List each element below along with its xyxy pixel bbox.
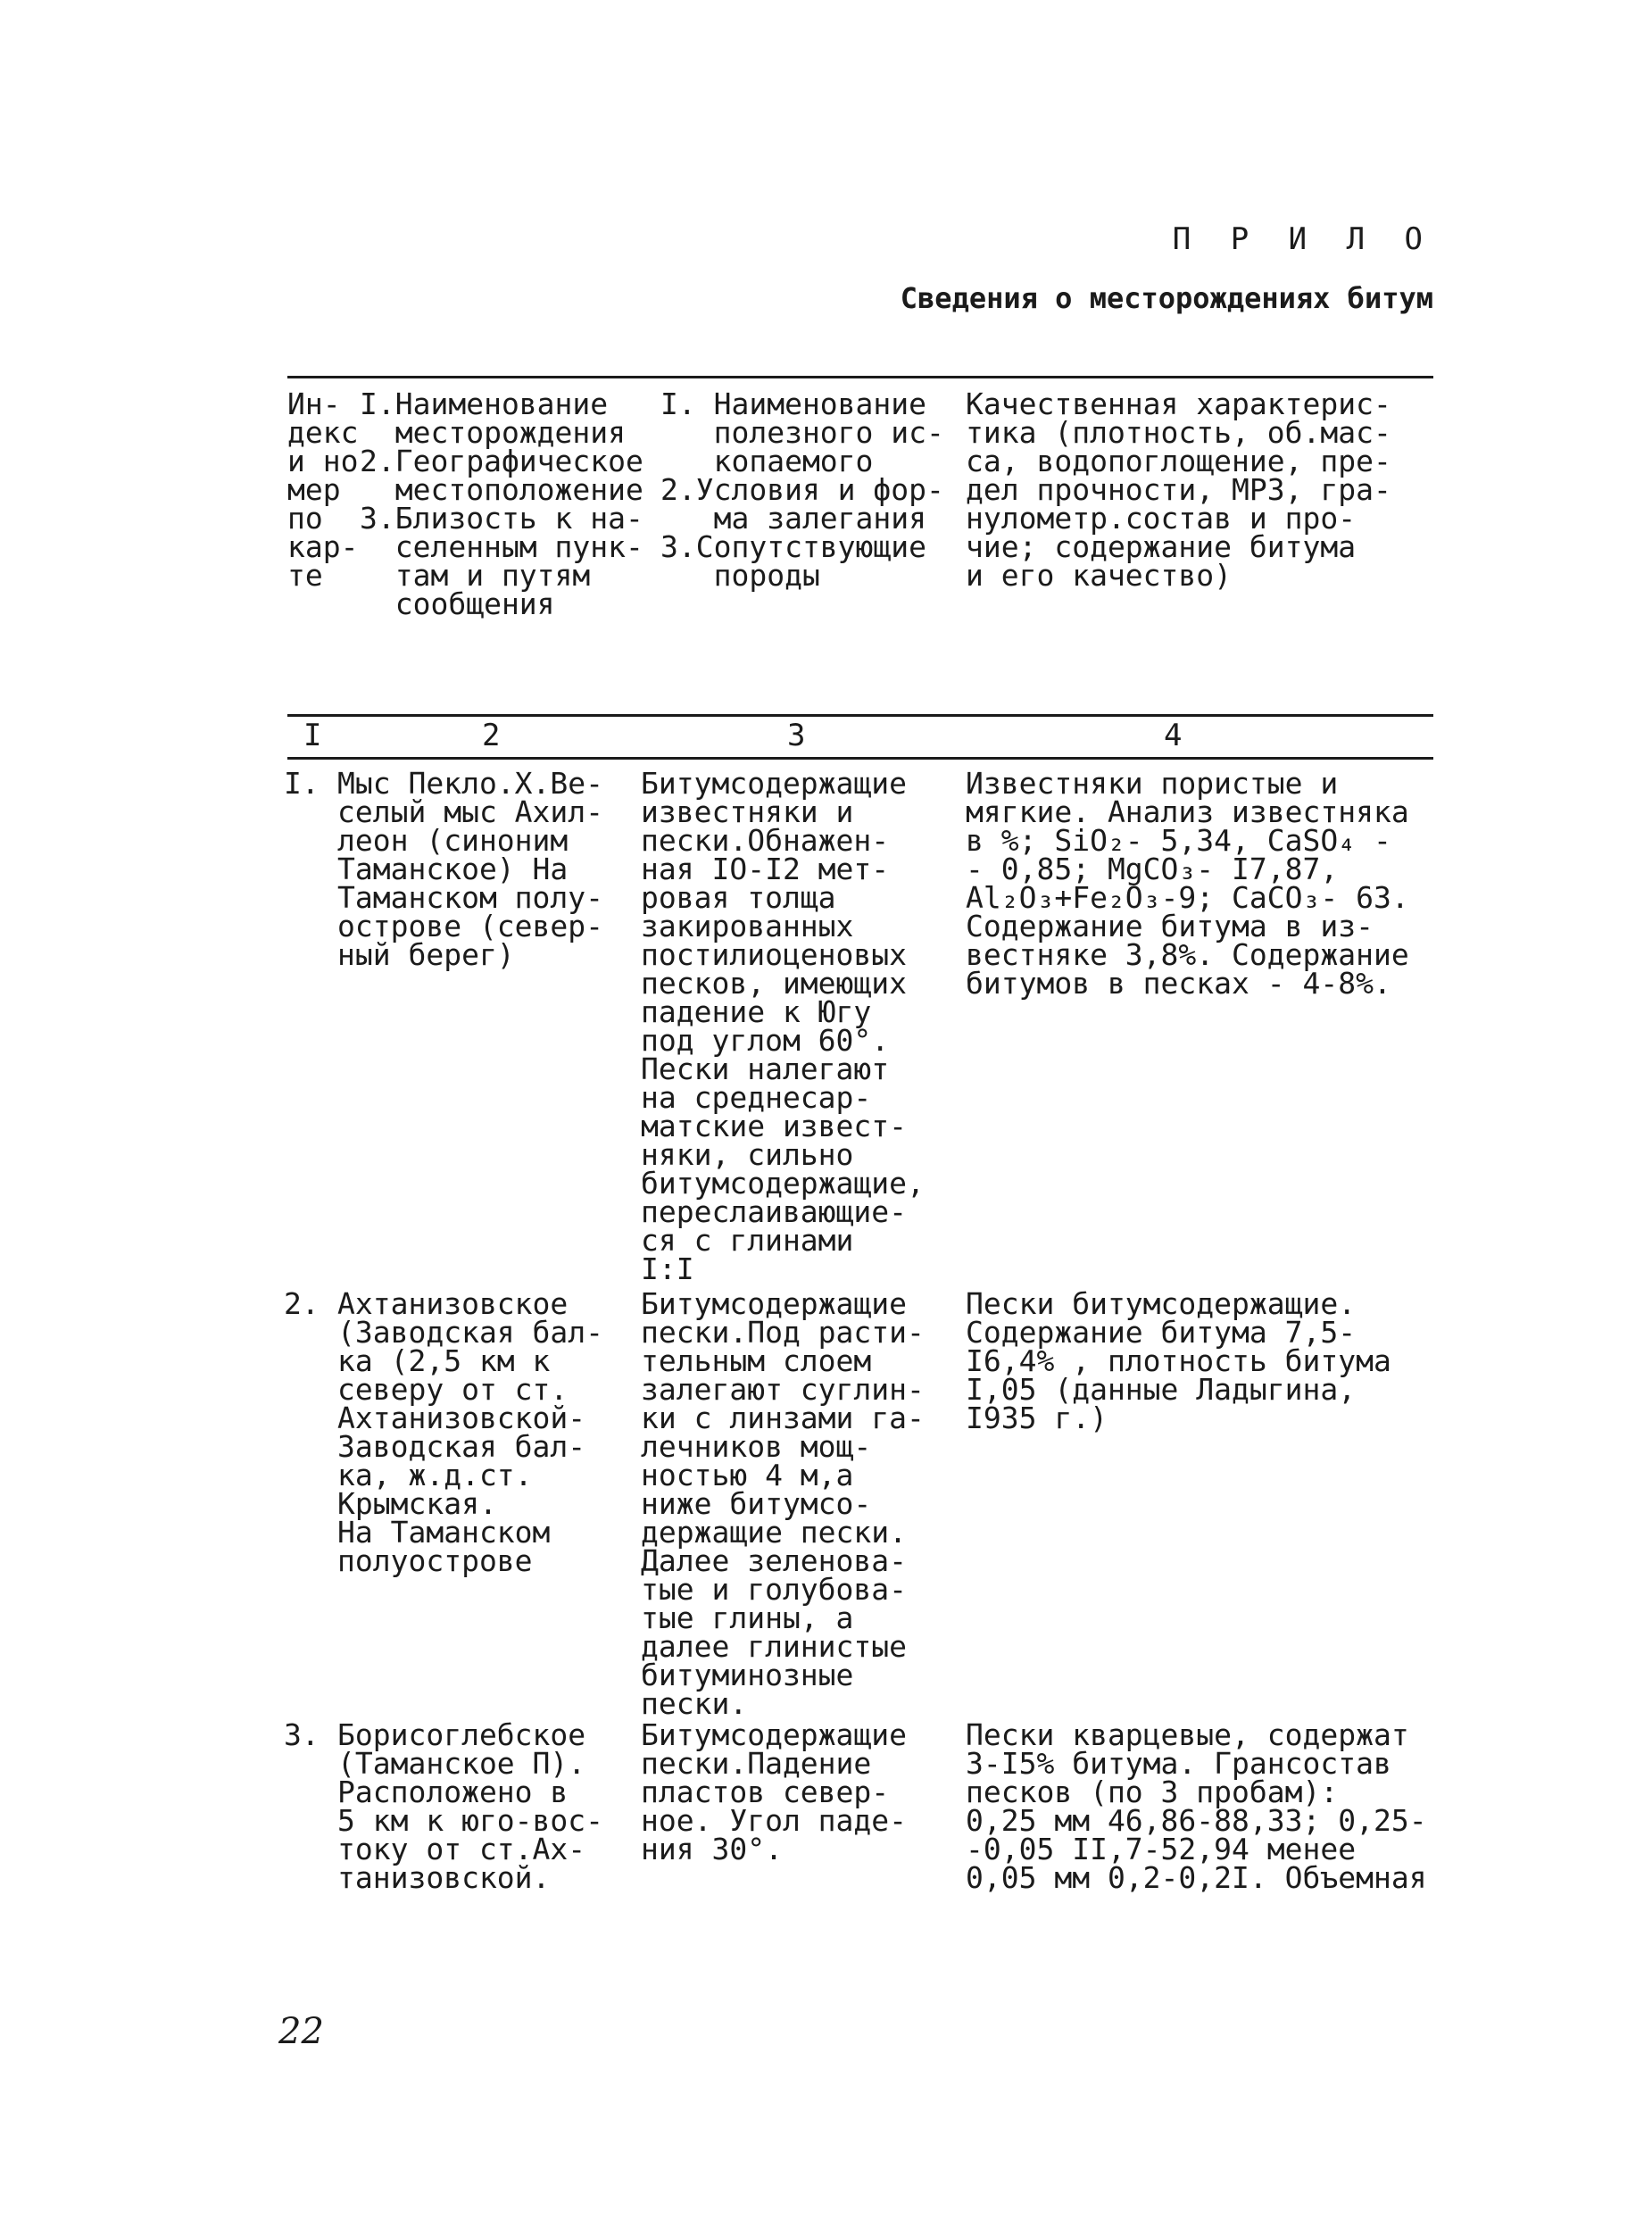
column-number-3: 3	[787, 718, 806, 753]
row-2-index: 2.	[284, 1286, 320, 1321]
row-3-index: 3.	[284, 1717, 320, 1752]
row-2-deposit: Ахтанизовское (Заводская бал- ка (2,5 км к северу от ст. Ахтанизовской- Заводская бал- ка, ж.д.ст. Крымская. На Таманском полуострове	[337, 1286, 604, 1578]
column-header-index: Ин- декс и но мер по кар- те	[287, 387, 359, 593]
column-header-mineral: I. Наименование полезного ис- копаемого 2.Условия и фор- ма залегания 3.Сопутствующие породы	[660, 387, 944, 593]
row-2-quality: Пески битумсодержащие. Содержание битума 7,5- I6,4% , плотность битума I,05 (данные Ладыгина, I935 г.)	[966, 1286, 1391, 1435]
row-3-quality: Пески кварцевые, содержат 3-I5% битума. Грансостав песков (по 3 пробам): 0,25 мм 46,86-88,33; 0,25- -0,05 II,7-52,94 менее 0,05 мм 0,2-0,2I. Объемная	[966, 1717, 1427, 1895]
column-number-4: 4	[1164, 718, 1183, 753]
row-1-index: I.	[284, 766, 320, 801]
column-number-1: I	[303, 718, 322, 753]
table-top-rule	[287, 376, 1433, 378]
column-number-2: 2	[482, 718, 501, 753]
page-number: 22	[278, 2011, 324, 2052]
table-header-rule	[287, 714, 1433, 717]
row-2-mineral: Битумсодержащие пески.Под расти- тельным слоем залегают суглин- ки с линзами га- лечников мощ- ностью 4 м,а ниже битумсо- держащие пески. Далее зеленова- тые и голубова- тые глины, а далее глинистые битуминозные пески.	[641, 1286, 925, 1721]
column-header-deposit: I.Наименование месторождения 2.Географическое местоположение 3.Близость к на- селенным пунк- там и путям сообщения	[360, 387, 643, 621]
column-number-rule	[287, 757, 1433, 760]
appendix-label: П Р И Л О	[1172, 221, 1433, 257]
column-header-quality: Качественная характерис- тика (плотность, об.мас- са, водопоглощение, пре- дел прочности, МРЗ, гра- нулометр.состав и про- чие; содержание битума и его качество)	[966, 387, 1391, 593]
row-3-deposit: Борисоглебское (Таманское П). Расположено в 5 км к юго-вос- току от ст.Ах- танизовской.	[337, 1717, 604, 1895]
row-1-mineral: Битумсодержащие известняки и пески.Обнажен- ная IO-I2 мет- ровая толща закированных постилиоценовых песков, имеющих падение к Югу под углом 60°. Пески налегают на среднесар- матские извест- няки, сильно битумсодержащие, переслаивающие- ся с глинами I:I	[641, 766, 925, 1286]
row-3-mineral: Битумсодержащие пески.Падение пластов север- ное. Угол паде- ния 30°.	[641, 1717, 908, 1866]
document-subtitle: Сведения о месторождениях битум	[900, 281, 1433, 315]
row-1-deposit: Мыс Пекло.Х.Ве- селый мыс Ахил- леон (синоним Таманское) На Таманском полу- острове (север- ный берег)	[337, 766, 604, 972]
row-1-quality: Известняки пористые и мягкие. Анализ известняка в %; SiO₂- 5,34, CaSO₄ - - 0,85; MgCO₃- I7,87, Al₂O₃+Fe₂O₃-9; CaCO₃- 63. Содержание битума в из- вестняке 3,8%. Содержание битумов в песках - 4-8%.	[966, 766, 1409, 1001]
